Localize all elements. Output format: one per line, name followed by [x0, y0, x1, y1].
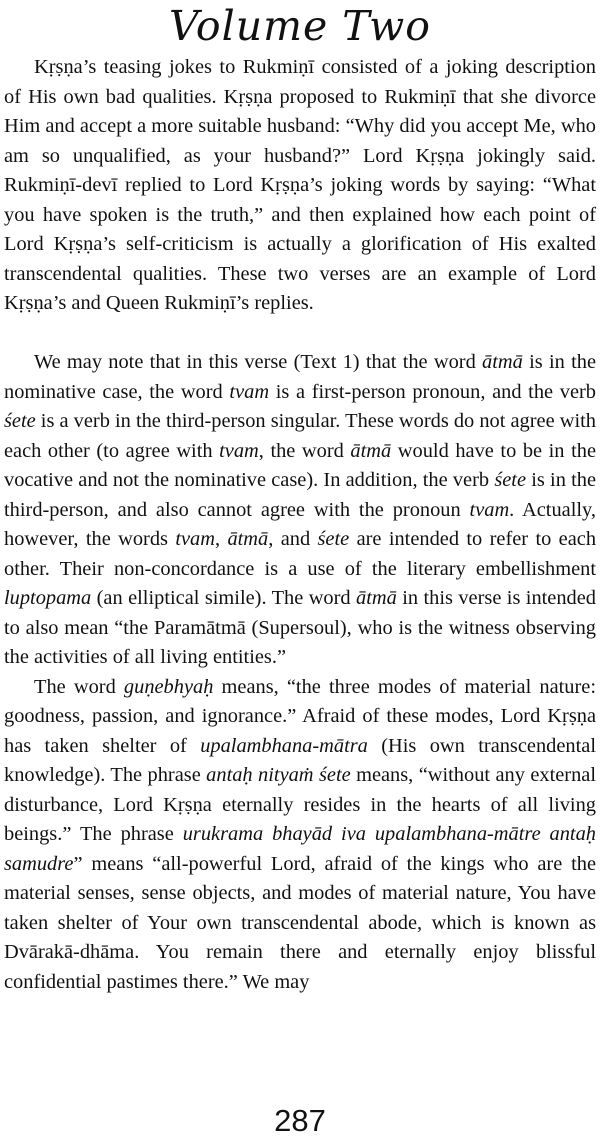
page-number: 287 — [274, 1103, 326, 1138]
italic-term: ātmā — [482, 351, 523, 373]
italic-term: antaḥ nityaṁ śete — [206, 764, 351, 786]
italic-term: śete — [4, 410, 36, 432]
italic-term: urukrama bhayād iva upalambhana-mātre antaḥ samudre — [4, 823, 596, 875]
page-title: Volume Two — [169, 2, 431, 50]
italic-term: tvam — [219, 439, 259, 462]
italic-term: luptopama — [4, 587, 92, 609]
italic-term: ātmā — [350, 439, 392, 462]
italic-term: tvam — [229, 380, 270, 403]
italic-term: śete — [494, 469, 527, 491]
italic-term: tvam — [469, 498, 510, 521]
italic-term: guṇebhyaḥ — [123, 675, 214, 698]
italic-term: ātmā — [356, 587, 397, 609]
paragraph: Kṛṣṇa’s teasing jokes to Rukmiṇī consisted of a joking description of His own bad qualities. Kṛṣṇa proposed to Rukmiṇī that she divorce Him and accept a more suitable husband: “Why did you accept Me, who am so unqualified, as your husband?” Lord Kṛṣṇa jokingly said. Rukmiṇī-devī replied to Lord Kṛṣṇa’s joking words by saying: “What you have spoken is the truth,” and then explained how each point of Lord Kṛṣṇa’s self-criticism is actually a glorification of His exalted transcendental qualities. These two verses are an example of Lord Kṛṣṇa’s and Queen Rukmiṇī’s replies. — [4, 56, 596, 314]
italic-term: ātmā — [227, 528, 269, 550]
paragraph: The word guṇebhyaḥ means, “the three modes of material nature: goodness, passion, and ignorance.” Afraid of these modes, Lord Kṛṣṇa has taken shelter of upalambhana-mātra (His own transcendental knowledge). The phrase antaḥ nityaṁ śete means, “without any external disturbance, Lord Kṛṣṇa eternally resides in the hearts of all living beings.” The phrase urukrama bhayād iva upalambhana-mātre antaḥ samudre” means “all-powerful Lord, afraid of the kings who are the material senses, sense objects, and modes of material nature, You have taken shelter of Your own transcendental abode, which is known as Dvārakā-dhāma. You remain there and eternally enjoy blissful confidential pastimes there.” We may — [4, 675, 597, 993]
body-text — [4, 53, 596, 997]
paragraph: We may note that in this verse (Text 1) that the word ātmā is in the nominative case, the word tvam is a first-person pronoun, and the verb śete is a verb in the third-person singular. These words do not agree with each other (to agree with tvam, the word ātmā would have to be in the vocative and not the nominative case). In addition, the verb śete is in the third-person, and also cannot agree with the pronoun tvam. Actually, however, the words tvam, ātmā, and śete are intended to refer to each other. Their non-concordance is a use of the literary embellishment luptopama (an elliptical simile). The word ātmā in this verse is intended to also mean “the Paramātmā (Supersoul), who is the witness observing the activities of all living entities.” — [4, 351, 597, 668]
italic-term: śete — [317, 528, 350, 550]
italic-term: upalambhana-mātra — [200, 734, 368, 757]
italic-term: tvam — [175, 528, 215, 550]
